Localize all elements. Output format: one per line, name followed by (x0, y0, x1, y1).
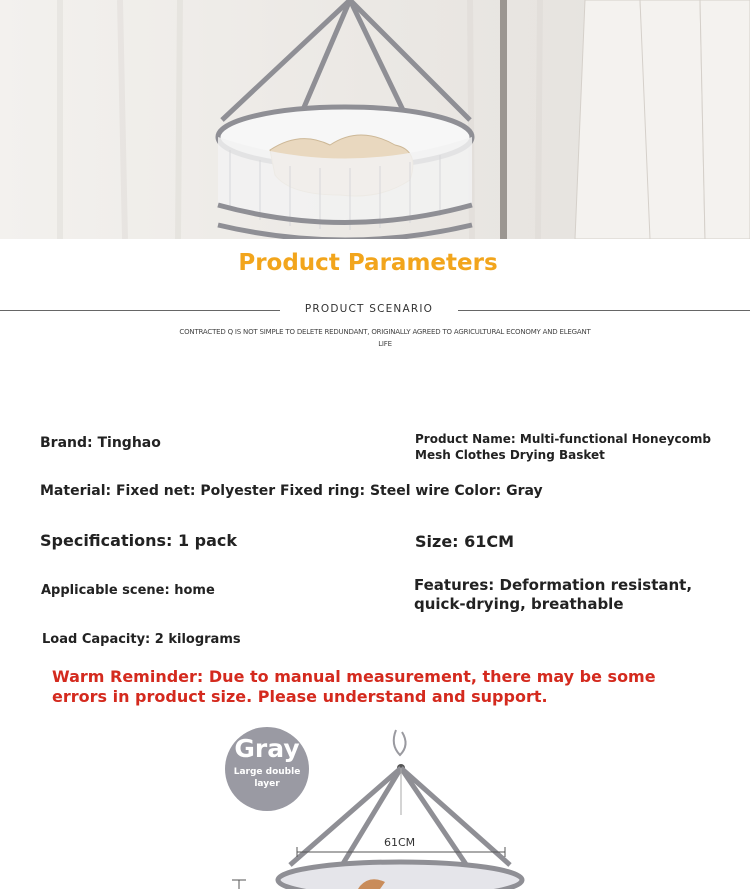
param-product-name: Product Name: Multi-functional Honeycomb Mesh Clothes Drying Basket (415, 432, 711, 462)
warm-reminder: Warm Reminder: Due to manual measurement, there may be some errors in product size. Please understand and support. (52, 667, 656, 706)
hero-photo (0, 0, 750, 239)
scenario-label: PRODUCT SCENARIO (304, 303, 434, 315)
param-features: Features: Deformation resistant, quick-drying, breathable (414, 576, 693, 613)
badge-subtitle: Large double layer (233, 767, 301, 789)
param-scene: Applicable scene: home (41, 583, 215, 598)
dimension-label: 61CM (384, 836, 416, 849)
badge-color-name: Gray (234, 734, 300, 763)
section-title: Product Parameters (238, 250, 498, 276)
scenario-note: CONTRACTED Q IS NOT SIMPLE TO DELETE REDUNDANT, ORIGINALLY AGREED TO AGRICULTURAL ECONOMY AND ELEGANT LIFE (179, 328, 591, 348)
param-load-capacity: Load Capacity: 2 kilograms (42, 632, 241, 647)
divider-right (458, 310, 750, 311)
param-brand: Brand: Tinghao (40, 435, 161, 451)
divider-left (0, 310, 280, 311)
param-size: Size: 61CM (415, 532, 515, 551)
param-material: Material: Fixed net: Polyester Fixed ring: Steel wire Color: Gray (40, 483, 543, 499)
param-specifications: Specifications: 1 pack (40, 531, 238, 550)
product-photo (0, 700, 750, 889)
color-badge (225, 727, 309, 811)
